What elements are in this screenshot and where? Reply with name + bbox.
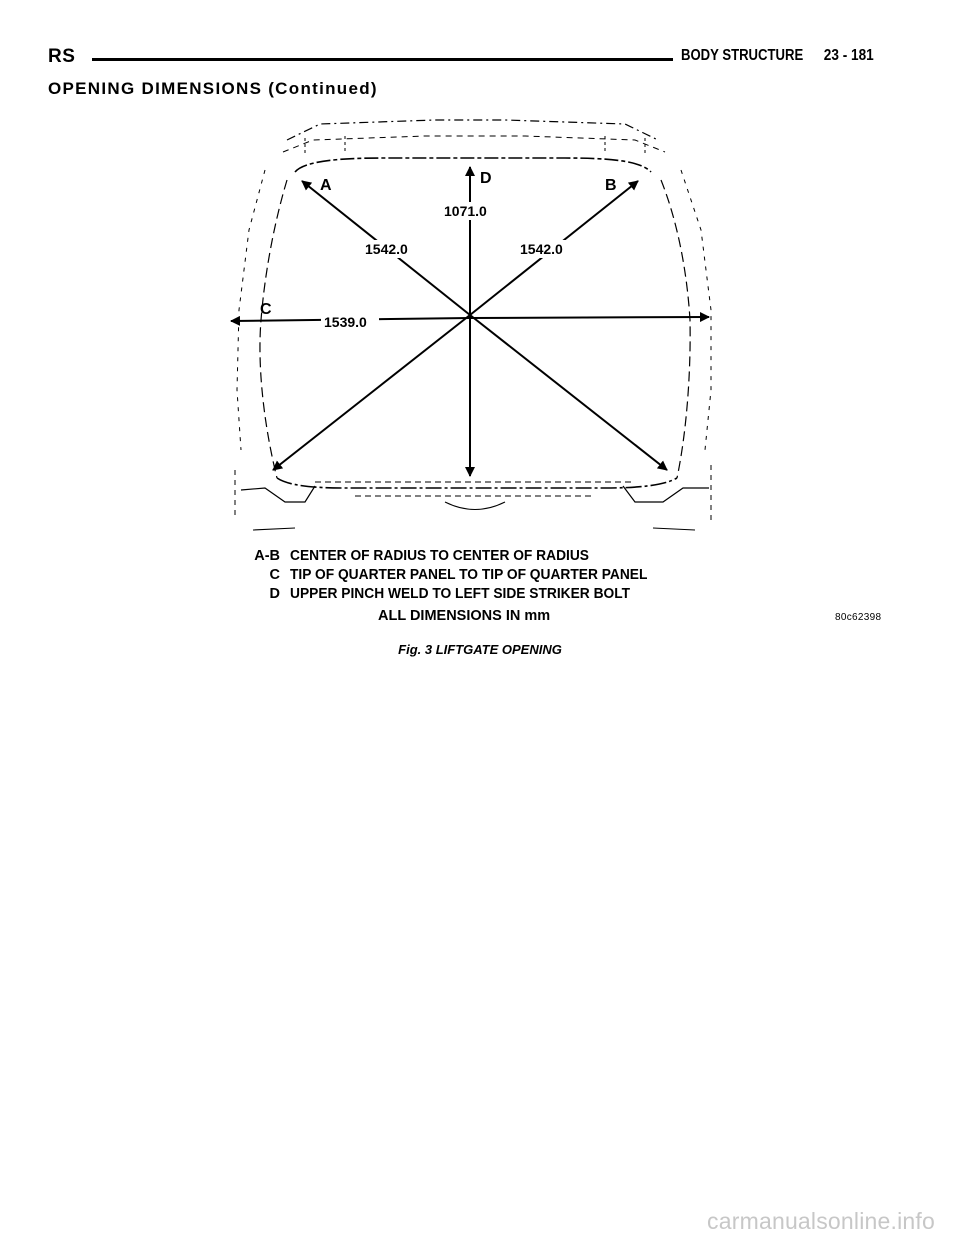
figure-caption: Fig. 3 LIFTGATE OPENING (398, 642, 562, 657)
figure-code: 80c62398 (835, 612, 882, 623)
diagonal-lower-left-line (273, 315, 470, 470)
units-note: ALL DIMENSIONS IN mm (378, 608, 551, 624)
legend-key: D (269, 586, 280, 602)
legend-row (250, 586, 720, 605)
diagonal-lower-right-line (470, 315, 667, 470)
legend-key: C (269, 567, 280, 583)
dimension-diagonal-right: 1542.0 (520, 241, 563, 257)
figure-legend (250, 548, 720, 605)
legend-key: A-B (254, 548, 280, 564)
dimension-diagonal-left: 1542.0 (365, 241, 408, 257)
page-header (48, 46, 874, 76)
legend-row (250, 548, 720, 567)
label-c: C (260, 301, 272, 318)
legend-text: UPPER PINCH WELD TO LEFT SIDE STRIKER BOLT (290, 586, 631, 602)
label-b: B (605, 177, 617, 194)
section-title: OPENING DIMENSIONS (Continued) (48, 79, 378, 98)
legend-text: CENTER OF RADIUS TO CENTER OF RADIUS (290, 548, 589, 564)
horizontal-right-line (470, 317, 709, 318)
page-number: 23 - 181 (824, 47, 874, 64)
manual-code: RS (48, 46, 76, 67)
dimension-vertical: 1071.0 (444, 203, 487, 219)
label-a: A (320, 177, 332, 194)
legend-row (250, 567, 720, 586)
liftgate-opening-figure (225, 110, 725, 540)
dimension-horizontal: 1539.0 (324, 314, 367, 330)
liftgate-diagram (225, 110, 725, 540)
header-rule (92, 58, 673, 61)
legend-text: TIP OF QUARTER PANEL TO TIP OF QUARTER PANEL (290, 567, 648, 583)
label-backgrounds (321, 202, 575, 331)
label-d: D (480, 170, 492, 187)
watermark: carmanualsonline.info (707, 1208, 935, 1234)
section-name: BODY STRUCTURE (681, 47, 804, 64)
opening-outline (235, 120, 711, 530)
